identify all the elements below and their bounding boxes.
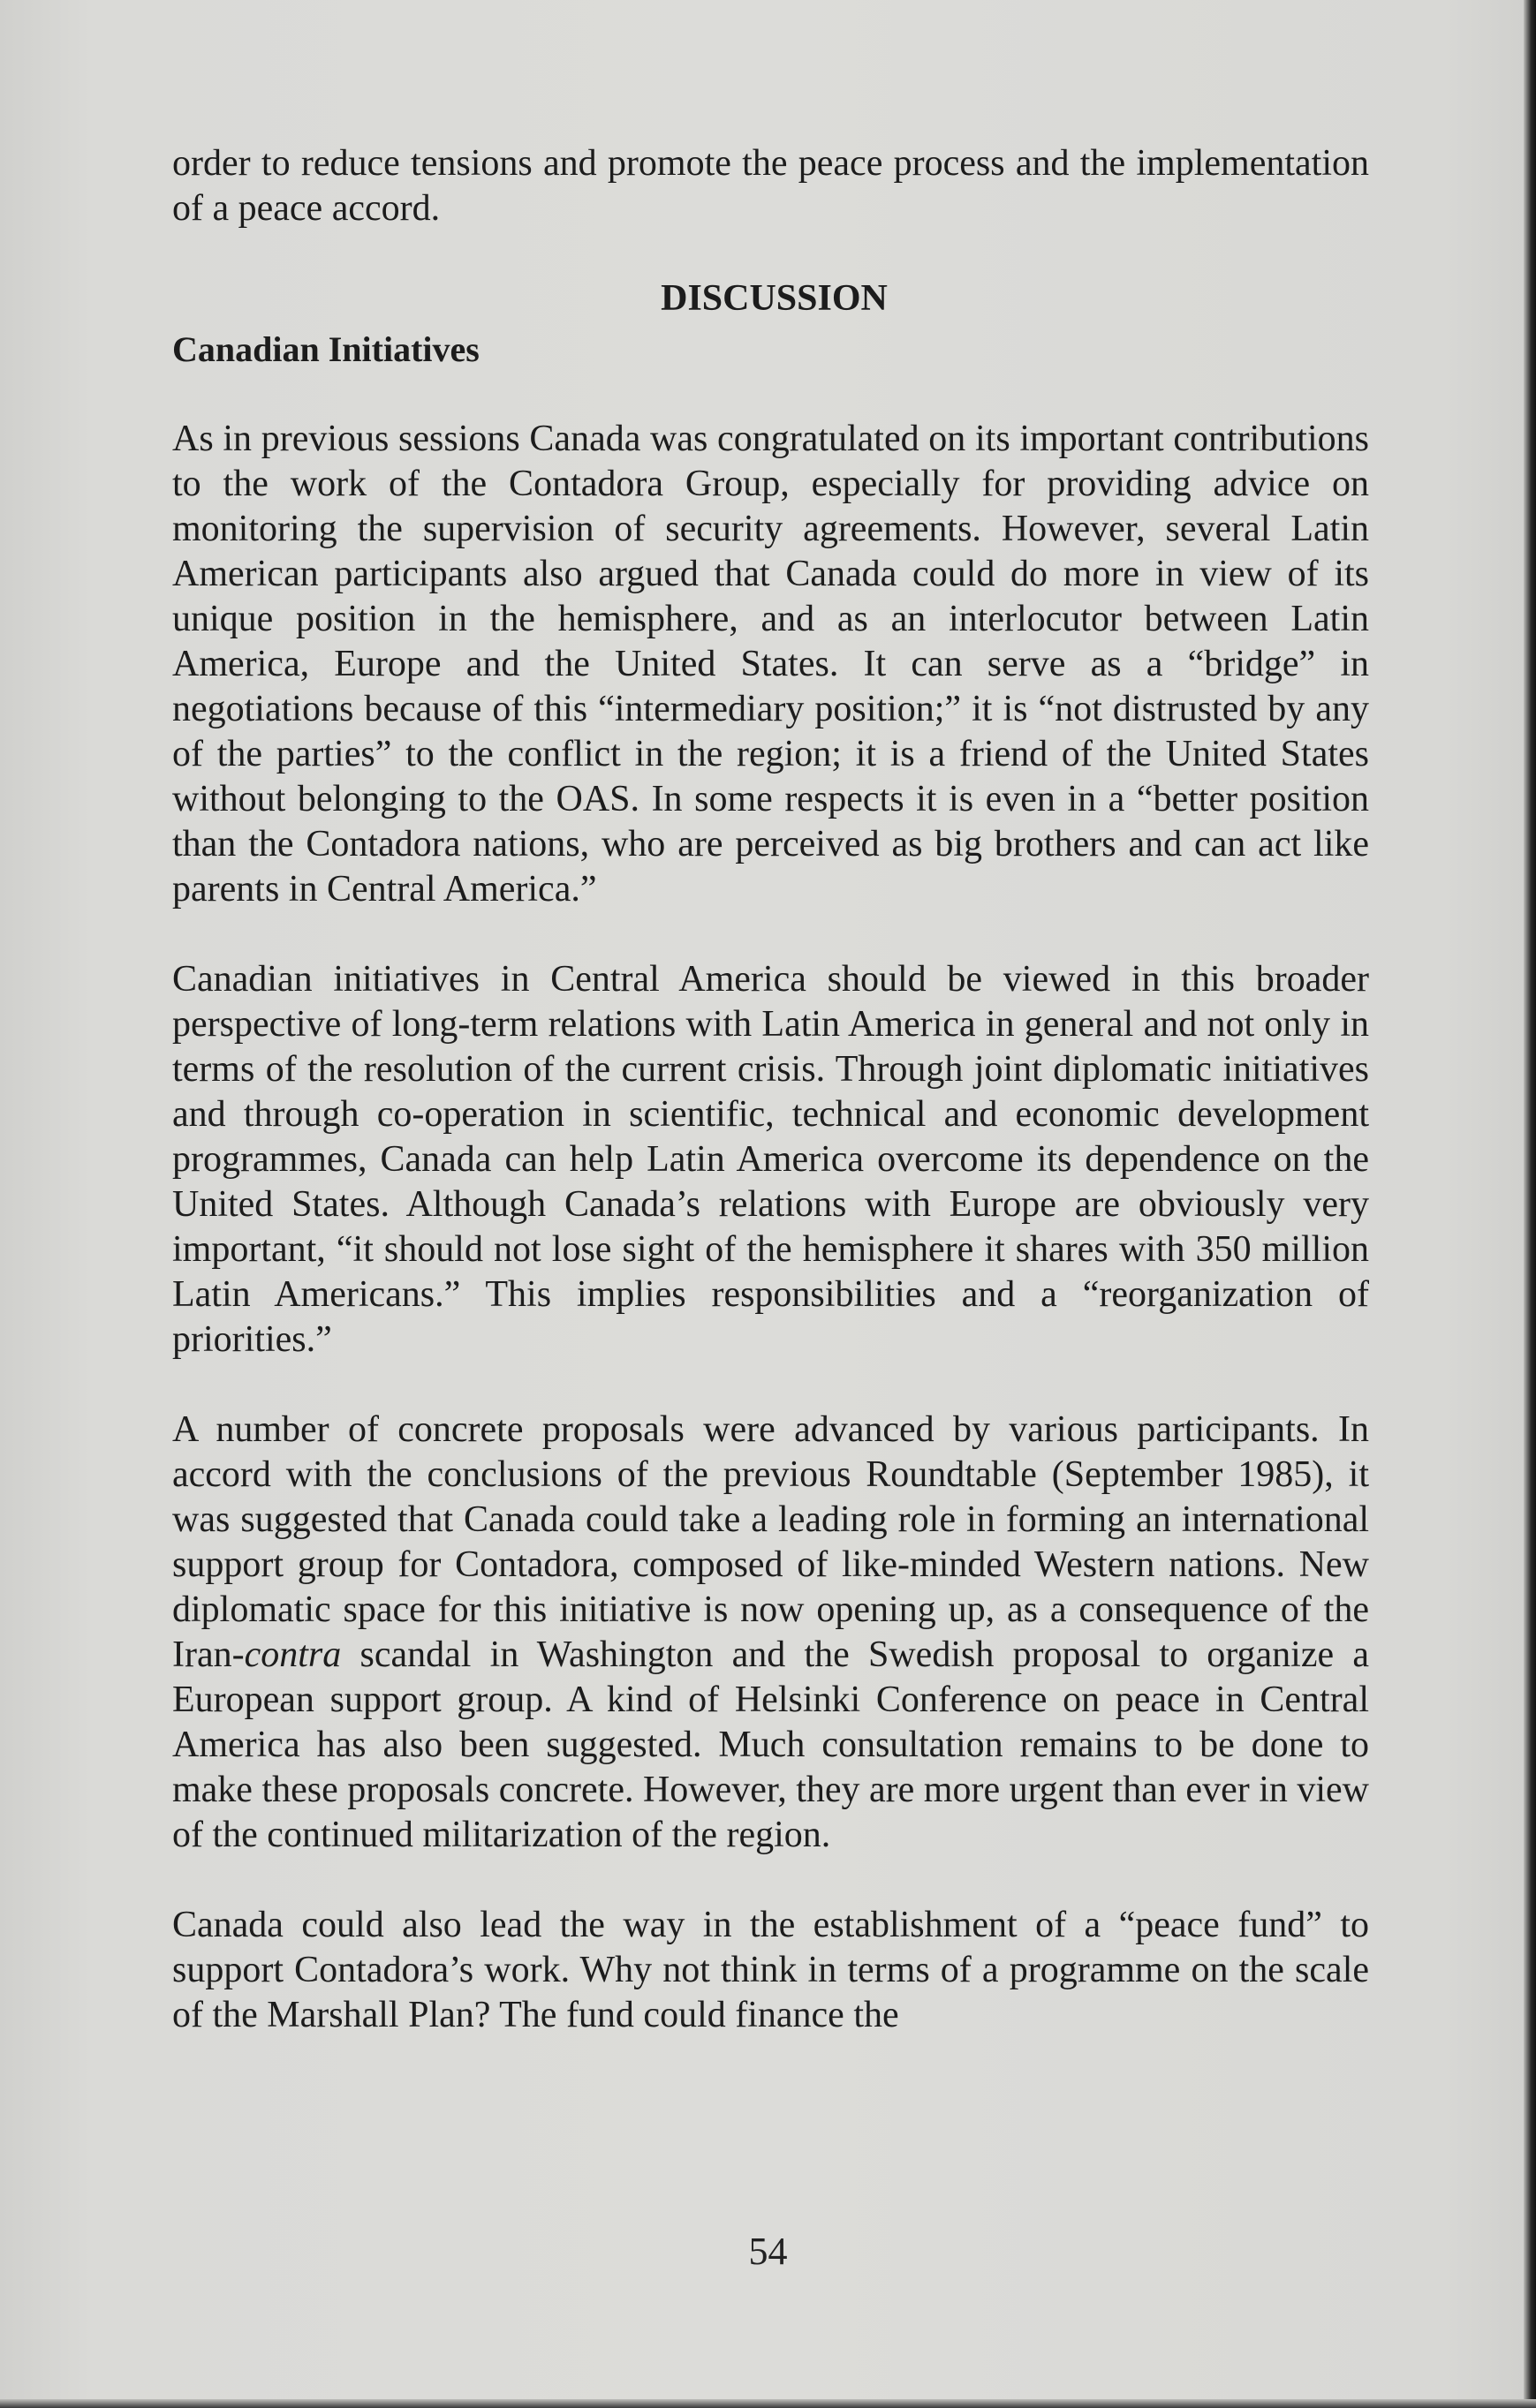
spacer [172, 231, 1369, 276]
paragraph-continuation: order to reduce tensions and promote the peace process and the implementation of a peace accord. [172, 143, 1369, 229]
proposals-text-part1: A number of concrete proposals were advanced by various participants. In accord with the conclusions of the previous Roundtable (September 1985), it was suggested that Canada could take a leading role in forming an international support group for Contadora, composed of like-minded Western nations. New diplomatic space for this initiative is now opening up, as a consequence of the Iran- [172, 1409, 1369, 1675]
page-bottom-edge [0, 2399, 1536, 2408]
proposals-italic-contra: contra [244, 1634, 342, 1675]
proposals-text-part2: scandal in Washington and the Swedish proposal to organize a European support group. A kind of Helsinki Conference on peace in Central America has also been suggested. Much consultation remains to be done to make these proposals concrete. However, they are more urgent than ever in view of the continued militarization of the region. [172, 1634, 1370, 1855]
spacer [172, 912, 1369, 957]
spacer [172, 1858, 1369, 1903]
section-heading: DISCUSSION [661, 278, 888, 319]
spacer [172, 1363, 1369, 1408]
page-body [172, 141, 1369, 2038]
subsection-heading: Canadian Initiatives [172, 329, 480, 369]
paragraph-concrete-proposals [172, 1408, 1369, 1858]
spacer [172, 372, 1369, 417]
paragraph-peace-fund: Canada could also lead the way in the establishment of a “peace fund” to support Contadora’s work. Why not think in terms of a programme on the scale of the Marshall Plan? The fund could finance the [172, 1905, 1369, 2035]
paragraph-broader-perspective: Canadian initiatives in Central America should be viewed in this broader perspective of long-term relations with Latin America in general and not only in terms of the resolution of the current crisis. Through joint diplomatic initiatives and through co-operation in scientific, technical and economic development programmes, Canada can help Latin America overcome its dependence on the United States. Although Canada’s relations with Europe are obviously very important, “it should not lose sight of the hemisphere it shares with 350 million Latin Americans.” This implies responsibilities and a “reorganization of priorities.” [172, 959, 1369, 1360]
page-number: 54 [748, 2230, 788, 2273]
book-spine-shadow [1524, 0, 1536, 2408]
paragraph-canada-congratulated: As in previous sessions Canada was congratulated on its important contributions to the work of the Contadora Group, especially for providing advice on monitoring the supervision of security agreements. However, several Latin American participants also argued that Canada could do more in view of its unique position in the hemisphere, and as an interlocutor between Latin America, Europe and the United States. It can serve as a “bridge” in negotiations because of this “intermediary position;” it is “not distrusted by any of the parties” to the conflict in the region; it is a friend of the United States without belonging to the OAS. In some respects it is even in a “better position than the Contadora nations, who are perceived as big brothers and can act like parents in Central America.” [172, 419, 1369, 910]
